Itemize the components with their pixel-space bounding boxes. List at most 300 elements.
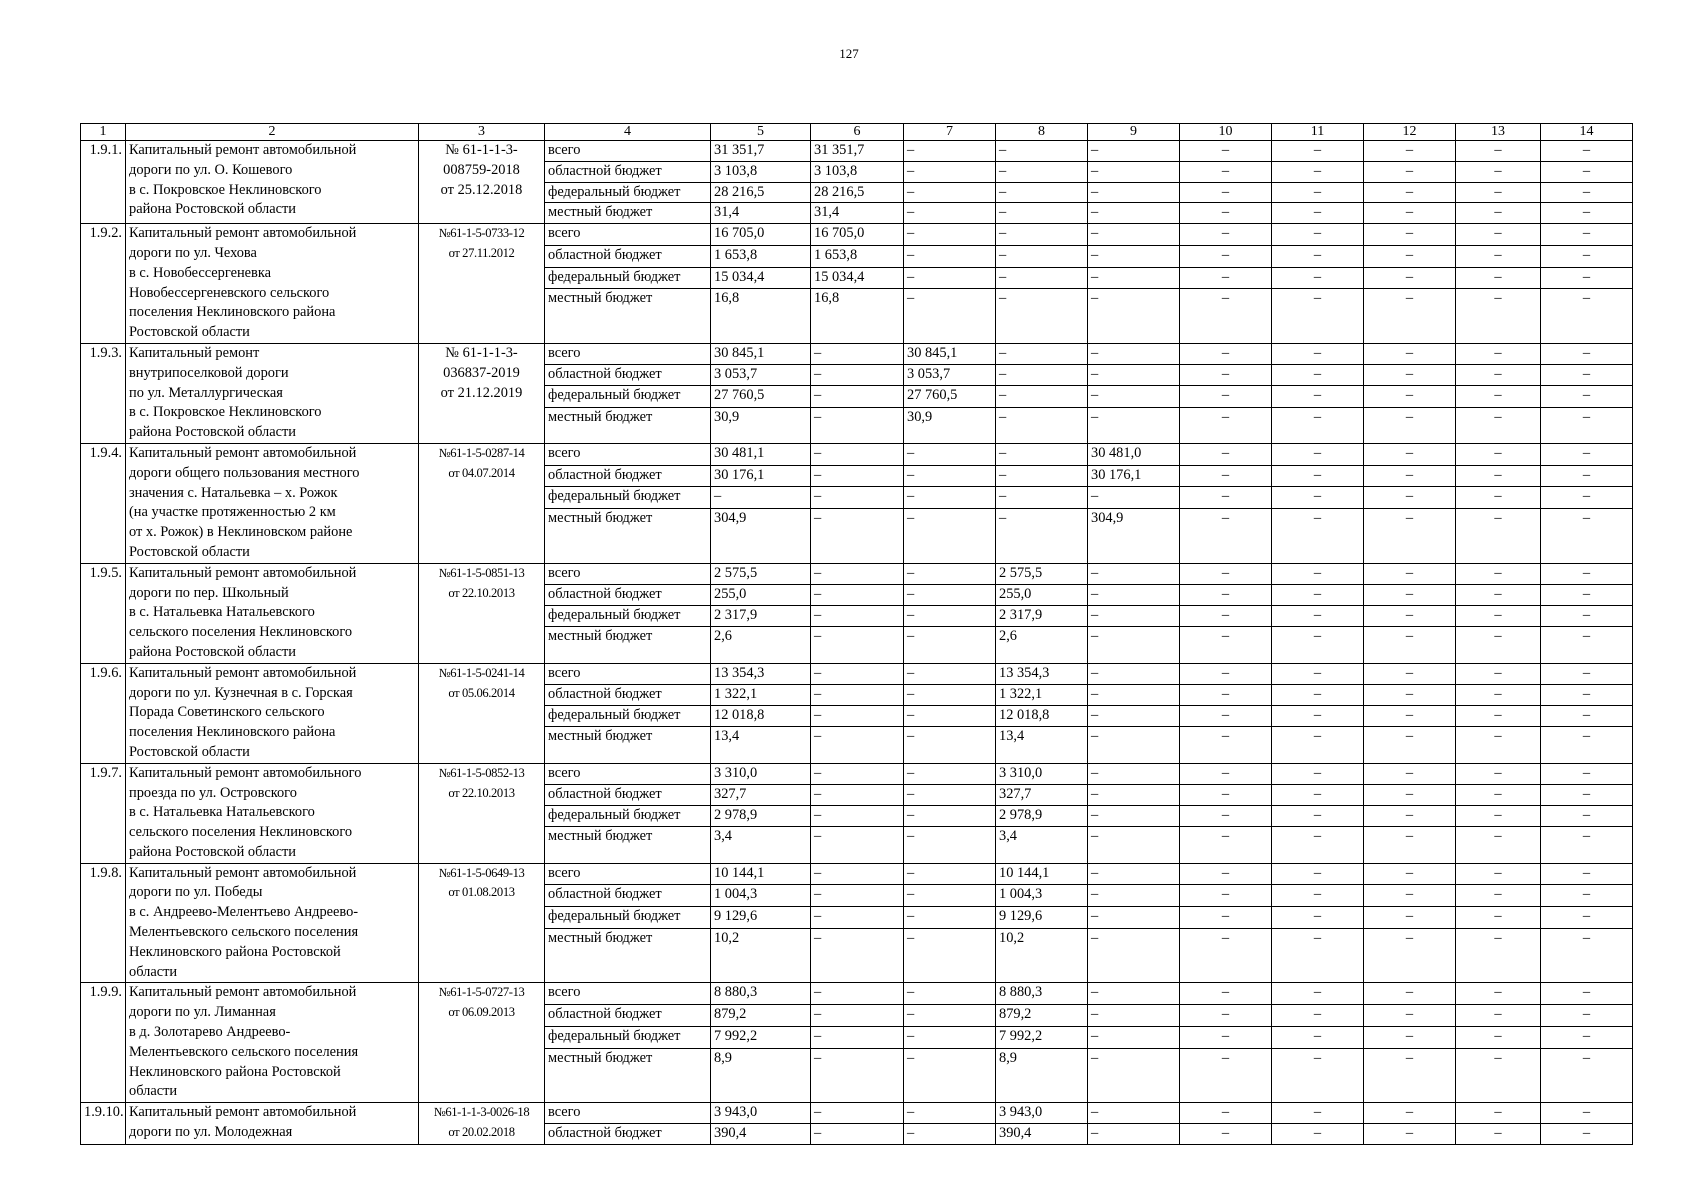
- object-name-line: сельского поселения Неклиновского: [129, 824, 353, 841]
- table-row: [81, 1103, 1633, 1124]
- value-cell: –: [1456, 706, 1541, 727]
- value-cell: –: [904, 465, 996, 487]
- document-ref: [419, 343, 545, 443]
- object-name-line: Капитальный ремонт: [129, 344, 260, 361]
- value-cell: –: [811, 1103, 904, 1124]
- value-cell: –: [1364, 161, 1456, 182]
- object-name: [126, 141, 419, 224]
- value-cell: –: [996, 289, 1088, 344]
- value-cell: –: [1272, 465, 1364, 487]
- value-cell: –: [1272, 684, 1364, 705]
- value-cell: –: [1541, 386, 1633, 407]
- value-cell: 3 943,0: [996, 1103, 1088, 1124]
- value-cell: –: [904, 584, 996, 605]
- value-cell: –: [904, 487, 996, 509]
- value-cell: –: [904, 727, 996, 763]
- funding-source: всего: [545, 343, 711, 364]
- value-cell: –: [1088, 245, 1180, 267]
- value-cell: –: [1364, 182, 1456, 203]
- value-cell: 15 034,4: [811, 267, 904, 289]
- value-cell: –: [904, 509, 996, 564]
- object-name-line: поселения Неклиновского района: [129, 724, 336, 741]
- document-ref: [419, 141, 545, 224]
- value-cell: 30 481,0: [1088, 443, 1180, 465]
- table-row: [81, 224, 1633, 246]
- value-cell: –: [1272, 784, 1364, 805]
- value-cell: 255,0: [711, 584, 811, 605]
- value-cell: –: [1180, 706, 1272, 727]
- document-ref: [419, 563, 545, 663]
- header-cell: 13: [1456, 124, 1541, 141]
- funding-source: федеральный бюджет: [545, 1026, 711, 1048]
- value-cell: 304,9: [1088, 509, 1180, 564]
- value-cell: –: [1088, 487, 1180, 509]
- funding-source: областной бюджет: [545, 1124, 711, 1145]
- value-cell: –: [1180, 407, 1272, 443]
- value-cell: –: [811, 627, 904, 663]
- value-cell: –: [1364, 928, 1456, 983]
- value-cell: –: [1180, 584, 1272, 605]
- value-cell: –: [1364, 606, 1456, 627]
- document-ref-line: от 05.06.2014: [448, 685, 515, 700]
- value-cell: 10 144,1: [711, 863, 811, 885]
- value-cell: –: [1364, 203, 1456, 224]
- row-number: 1.9.7.: [81, 763, 126, 863]
- value-cell: –: [904, 443, 996, 465]
- value-cell: –: [996, 182, 1088, 203]
- value-cell: –: [1364, 684, 1456, 705]
- value-cell: –: [1456, 343, 1541, 364]
- value-cell: –: [1541, 487, 1633, 509]
- value-cell: 8 880,3: [711, 983, 811, 1005]
- value-cell: 1 322,1: [996, 684, 1088, 705]
- value-cell: –: [1180, 727, 1272, 763]
- value-cell: –: [1456, 1048, 1541, 1103]
- value-cell: –: [996, 509, 1088, 564]
- value-cell: 2 317,9: [711, 606, 811, 627]
- value-cell: –: [904, 885, 996, 907]
- value-cell: –: [1088, 983, 1180, 1005]
- value-cell: –: [1088, 885, 1180, 907]
- value-cell: –: [996, 141, 1088, 162]
- value-cell: –: [1541, 1026, 1633, 1048]
- value-cell: –: [904, 161, 996, 182]
- value-cell: 30,9: [711, 407, 811, 443]
- document-ref-line: от 21.12.2019: [440, 384, 523, 401]
- header-cell: 14: [1541, 124, 1633, 141]
- value-cell: –: [1272, 141, 1364, 162]
- value-cell: –: [1541, 161, 1633, 182]
- object-name: [126, 343, 419, 443]
- row-number: 1.9.1.: [81, 141, 126, 224]
- value-cell: –: [1541, 907, 1633, 929]
- table-row: [81, 663, 1633, 684]
- object-name-line: Неклиновского района Ростовской: [129, 943, 341, 960]
- value-cell: –: [1180, 606, 1272, 627]
- funding-source: всего: [545, 763, 711, 784]
- value-cell: –: [1088, 289, 1180, 344]
- value-cell: –: [1541, 806, 1633, 827]
- object-name-line: Капитальный ремонт автомобильного: [129, 764, 362, 781]
- value-cell: 1 653,8: [811, 245, 904, 267]
- value-cell: –: [1364, 487, 1456, 509]
- funding-source: областной бюджет: [545, 365, 711, 386]
- funding-source: всего: [545, 983, 711, 1005]
- value-cell: –: [1180, 1005, 1272, 1027]
- value-cell: –: [996, 386, 1088, 407]
- value-cell: 12 018,8: [996, 706, 1088, 727]
- value-cell: –: [811, 407, 904, 443]
- object-name-line: в с. Натальевка Натальевского: [129, 604, 315, 621]
- value-cell: –: [904, 141, 996, 162]
- funding-source: всего: [545, 863, 711, 885]
- object-name-line: поселения Неклиновского района: [129, 304, 336, 321]
- value-cell: –: [1364, 1124, 1456, 1145]
- value-cell: –: [1088, 806, 1180, 827]
- value-cell: –: [1456, 584, 1541, 605]
- funding-source: федеральный бюджет: [545, 606, 711, 627]
- funding-source: всего: [545, 443, 711, 465]
- value-cell: 2 575,5: [711, 563, 811, 584]
- value-cell: –: [1541, 563, 1633, 584]
- object-name-line: дороги по пер. Школьный: [129, 584, 289, 601]
- value-cell: 16,8: [811, 289, 904, 344]
- object-name-line: от х. Рожок) в Неклиновском районе: [129, 524, 353, 541]
- object-name-line: в с. Покровское Неклиновского: [129, 404, 322, 421]
- value-cell: –: [1456, 267, 1541, 289]
- value-cell: –: [1456, 763, 1541, 784]
- value-cell: –: [811, 1005, 904, 1027]
- value-cell: 28 216,5: [711, 182, 811, 203]
- value-cell: 30 845,1: [711, 343, 811, 364]
- object-name-line: Капитальный ремонт автомобильной: [129, 564, 357, 581]
- value-cell: –: [1456, 827, 1541, 863]
- value-cell: –: [1364, 224, 1456, 246]
- value-cell: –: [1456, 245, 1541, 267]
- object-name-line: Капитальный ремонт автомобильной: [129, 864, 357, 881]
- funding-source: областной бюджет: [545, 584, 711, 605]
- value-cell: –: [1088, 407, 1180, 443]
- value-cell: –: [904, 827, 996, 863]
- document-ref: [419, 443, 545, 563]
- object-name-line: Капитальный ремонт автомобильной: [129, 225, 357, 242]
- value-cell: –: [1180, 663, 1272, 684]
- value-cell: 3 103,8: [711, 161, 811, 182]
- value-cell: –: [1272, 161, 1364, 182]
- value-cell: –: [1088, 706, 1180, 727]
- value-cell: –: [1364, 885, 1456, 907]
- value-cell: –: [1272, 443, 1364, 465]
- value-cell: 1 004,3: [711, 885, 811, 907]
- funding-source: федеральный бюджет: [545, 487, 711, 509]
- value-cell: 3 943,0: [711, 1103, 811, 1124]
- document-ref-line: №61-1-1-3-0026-18: [433, 1105, 530, 1120]
- value-cell: –: [1541, 863, 1633, 885]
- value-cell: –: [811, 827, 904, 863]
- value-cell: –: [1541, 203, 1633, 224]
- value-cell: –: [904, 606, 996, 627]
- value-cell: –: [1272, 267, 1364, 289]
- row-number: 1.9.8.: [81, 863, 126, 983]
- value-cell: –: [1272, 1005, 1364, 1027]
- value-cell: –: [1456, 487, 1541, 509]
- funding-source: местный бюджет: [545, 203, 711, 224]
- document-ref-line: №61-1-5-0733-12: [438, 226, 525, 241]
- object-name-line: дороги по ул. Кузнечная в с. Горская: [129, 684, 353, 701]
- value-cell: –: [1456, 443, 1541, 465]
- object-name-line: дороги общего пользования местного: [129, 464, 360, 481]
- value-cell: –: [811, 343, 904, 364]
- value-cell: –: [1088, 606, 1180, 627]
- value-cell: –: [1541, 727, 1633, 763]
- value-cell: 8 880,3: [996, 983, 1088, 1005]
- value-cell: –: [904, 907, 996, 929]
- value-cell: –: [1541, 245, 1633, 267]
- value-cell: –: [1180, 443, 1272, 465]
- value-cell: 3 310,0: [711, 763, 811, 784]
- value-cell: –: [811, 465, 904, 487]
- funding-source: областной бюджет: [545, 784, 711, 805]
- value-cell: –: [1541, 684, 1633, 705]
- value-cell: –: [1364, 267, 1456, 289]
- value-cell: –: [1541, 141, 1633, 162]
- value-cell: 30 845,1: [904, 343, 996, 364]
- value-cell: 30 481,1: [711, 443, 811, 465]
- value-cell: –: [1180, 763, 1272, 784]
- value-cell: –: [1364, 343, 1456, 364]
- value-cell: –: [1180, 365, 1272, 386]
- value-cell: –: [1180, 784, 1272, 805]
- value-cell: –: [1456, 563, 1541, 584]
- value-cell: –: [811, 784, 904, 805]
- funding-source: областной бюджет: [545, 885, 711, 907]
- value-cell: –: [1272, 245, 1364, 267]
- header-cell: 3: [419, 124, 545, 141]
- value-cell: –: [811, 584, 904, 605]
- value-cell: –: [811, 1026, 904, 1048]
- value-cell: –: [1364, 245, 1456, 267]
- value-cell: –: [1456, 1005, 1541, 1027]
- value-cell: 2 978,9: [711, 806, 811, 827]
- document-ref: [419, 863, 545, 983]
- value-cell: –: [904, 182, 996, 203]
- value-cell: –: [1272, 727, 1364, 763]
- row-number: 1.9.10.: [81, 1103, 126, 1145]
- object-name: [126, 443, 419, 563]
- value-cell: –: [1456, 1124, 1541, 1145]
- document-ref-line: от 25.12.2018: [440, 181, 523, 198]
- document-ref-line: от 01.08.2013: [448, 885, 515, 900]
- value-cell: –: [904, 267, 996, 289]
- value-cell: –: [811, 606, 904, 627]
- value-cell: –: [1272, 224, 1364, 246]
- object-name-line: дороги по ул. Лиманная: [129, 1004, 276, 1021]
- value-cell: –: [1180, 487, 1272, 509]
- value-cell: 304,9: [711, 509, 811, 564]
- object-name: [126, 983, 419, 1103]
- object-name: [126, 863, 419, 983]
- object-name: [126, 1103, 419, 1145]
- value-cell: –: [1088, 182, 1180, 203]
- value-cell: 1 322,1: [711, 684, 811, 705]
- object-name: [126, 663, 419, 763]
- document-ref-line: № 61-1-1-3-: [445, 142, 518, 158]
- value-cell: –: [1272, 386, 1364, 407]
- value-cell: 3,4: [996, 827, 1088, 863]
- value-cell: –: [996, 203, 1088, 224]
- value-cell: –: [904, 224, 996, 246]
- value-cell: –: [1541, 983, 1633, 1005]
- value-cell: –: [811, 1124, 904, 1145]
- document-ref-line: №61-1-5-0241-14: [438, 665, 525, 680]
- value-cell: –: [1364, 806, 1456, 827]
- funding-source: федеральный бюджет: [545, 706, 711, 727]
- value-cell: –: [811, 763, 904, 784]
- value-cell: –: [1541, 1124, 1633, 1145]
- value-cell: –: [1088, 907, 1180, 929]
- funding-source: местный бюджет: [545, 928, 711, 983]
- value-cell: –: [1180, 863, 1272, 885]
- value-cell: –: [1180, 563, 1272, 584]
- value-cell: 327,7: [996, 784, 1088, 805]
- funding-source: федеральный бюджет: [545, 182, 711, 203]
- value-cell: –: [1364, 706, 1456, 727]
- value-cell: 3 103,8: [811, 161, 904, 182]
- value-cell: –: [904, 1124, 996, 1145]
- row-number: 1.9.4.: [81, 443, 126, 563]
- value-cell: –: [1364, 627, 1456, 663]
- object-name-line: по ул. Металлургическая: [129, 384, 283, 401]
- value-cell: 3 310,0: [996, 763, 1088, 784]
- value-cell: –: [1541, 267, 1633, 289]
- value-cell: –: [904, 245, 996, 267]
- value-cell: –: [996, 245, 1088, 267]
- value-cell: 10,2: [996, 928, 1088, 983]
- value-cell: –: [811, 386, 904, 407]
- value-cell: –: [1456, 907, 1541, 929]
- funding-source: местный бюджет: [545, 627, 711, 663]
- document-ref-line: от 22.10.2013: [448, 785, 515, 800]
- value-cell: –: [996, 407, 1088, 443]
- value-cell: 15 034,4: [711, 267, 811, 289]
- value-cell: –: [1180, 1124, 1272, 1145]
- object-name-line: (на участке протяженностью 2 км: [129, 504, 336, 521]
- header-cell: 11: [1272, 124, 1364, 141]
- value-cell: –: [1180, 1048, 1272, 1103]
- object-name: [126, 563, 419, 663]
- value-cell: 30,9: [904, 407, 996, 443]
- value-cell: –: [1088, 1048, 1180, 1103]
- value-cell: –: [811, 928, 904, 983]
- value-cell: –: [1272, 182, 1364, 203]
- value-cell: –: [1456, 727, 1541, 763]
- object-name-line: дороги по ул. О. Кошевого: [129, 161, 293, 178]
- funding-source: областной бюджет: [545, 684, 711, 705]
- value-cell: 31,4: [711, 203, 811, 224]
- object-name-line: в с. Новобессергеневка: [129, 264, 272, 281]
- budget-table: [80, 123, 1633, 1145]
- value-cell: –: [1088, 1005, 1180, 1027]
- document-ref-line: 036837-2019: [443, 364, 520, 381]
- value-cell: 9 129,6: [996, 907, 1088, 929]
- value-cell: 1 004,3: [996, 885, 1088, 907]
- value-cell: –: [811, 443, 904, 465]
- value-cell: –: [1541, 1048, 1633, 1103]
- value-cell: 879,2: [711, 1005, 811, 1027]
- funding-source: местный бюджет: [545, 509, 711, 564]
- value-cell: –: [904, 863, 996, 885]
- value-cell: –: [1272, 885, 1364, 907]
- header-cell: 2: [126, 124, 419, 141]
- value-cell: –: [1364, 584, 1456, 605]
- object-name-line: района Ростовской области: [129, 424, 297, 441]
- table-row: [81, 141, 1633, 162]
- value-cell: –: [1364, 827, 1456, 863]
- header-cell: 5: [711, 124, 811, 141]
- value-cell: –: [1456, 465, 1541, 487]
- value-cell: –: [1364, 509, 1456, 564]
- value-cell: –: [1272, 563, 1364, 584]
- value-cell: –: [1272, 1026, 1364, 1048]
- funding-source: областной бюджет: [545, 1005, 711, 1027]
- value-cell: –: [1456, 806, 1541, 827]
- document-ref-line: от 22.10.2013: [448, 585, 515, 600]
- value-cell: –: [1364, 1103, 1456, 1124]
- value-cell: 8,9: [996, 1048, 1088, 1103]
- value-cell: –: [1456, 928, 1541, 983]
- value-cell: –: [1456, 224, 1541, 246]
- value-cell: –: [1088, 224, 1180, 246]
- object-name-line: области: [129, 963, 178, 980]
- object-name-line: Ростовской области: [129, 543, 250, 560]
- header-cell: 10: [1180, 124, 1272, 141]
- document-ref-line: от 27.11.2012: [448, 245, 515, 260]
- value-cell: –: [1272, 907, 1364, 929]
- funding-source: областной бюджет: [545, 161, 711, 182]
- value-cell: –: [904, 806, 996, 827]
- row-number: 1.9.5.: [81, 563, 126, 663]
- value-cell: –: [1541, 584, 1633, 605]
- header-cell: 4: [545, 124, 711, 141]
- table-row: [81, 983, 1633, 1005]
- value-cell: –: [811, 907, 904, 929]
- value-cell: –: [1180, 806, 1272, 827]
- value-cell: –: [996, 443, 1088, 465]
- value-cell: –: [1180, 885, 1272, 907]
- table-row: [81, 563, 1633, 584]
- header-cell: 8: [996, 124, 1088, 141]
- value-cell: –: [1180, 907, 1272, 929]
- value-cell: –: [811, 863, 904, 885]
- value-cell: –: [1180, 509, 1272, 564]
- object-name-line: дороги по ул. Чехова: [129, 244, 257, 261]
- document-ref: [419, 224, 545, 344]
- object-name-line: района Ростовской области: [129, 201, 297, 218]
- value-cell: –: [1364, 1026, 1456, 1048]
- funding-source: всего: [545, 1103, 711, 1124]
- value-cell: –: [1088, 161, 1180, 182]
- value-cell: 28 216,5: [811, 182, 904, 203]
- value-cell: –: [1541, 1103, 1633, 1124]
- row-number: 1.9.2.: [81, 224, 126, 344]
- row-number: 1.9.9.: [81, 983, 126, 1103]
- value-cell: –: [1456, 983, 1541, 1005]
- value-cell: –: [1456, 663, 1541, 684]
- value-cell: –: [1272, 584, 1364, 605]
- document-ref: [419, 763, 545, 863]
- value-cell: –: [1088, 203, 1180, 224]
- value-cell: 2 978,9: [996, 806, 1088, 827]
